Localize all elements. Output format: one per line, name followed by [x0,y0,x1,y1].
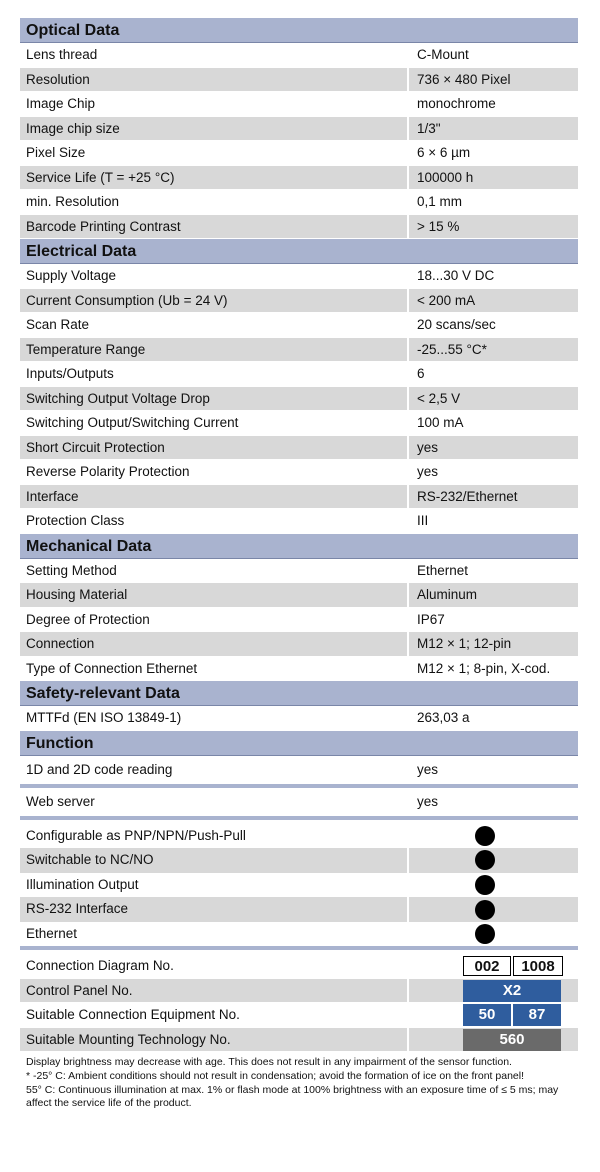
filled-circle-icon [475,900,495,920]
filled-circle-icon [475,850,495,870]
section-header-optical: Optical Data [20,18,578,43]
table-row [20,706,578,731]
section-header-safety: Safety-relevant Data [20,681,578,706]
table-row [20,141,578,166]
row-label: Lens thread [20,43,407,67]
table-row [20,117,578,142]
connection-diagram-row [20,954,578,979]
row-value: 100 mA [407,411,578,435]
feature-label: Illumination Output [26,876,139,892]
row-label: Pixel Size [20,141,407,165]
row-value: 6 [407,362,578,386]
table-row [20,460,578,485]
row-label: Connection Diagram No. [26,958,174,974]
diagram-code-box: 1008 [513,956,563,976]
table-row [20,756,578,784]
table-row [20,632,578,657]
table-row [20,411,578,436]
control-panel-badge: X2 [463,980,561,1002]
feature-label: Configurable as PNP/NPN/Push-Pull [26,827,246,843]
row-value: C-Mount [407,43,578,67]
row-label: Image Chip [20,92,407,116]
row-value: 736 × 480 Pixel [407,68,578,92]
row-value: M12 × 1; 12-pin [407,632,578,656]
feature-row [20,873,578,898]
row-label: Current Consumption (Ub = 24 V) [20,289,407,313]
row-label: Housing Material [20,583,407,607]
row-value: yes [407,460,578,484]
table-row [20,362,578,387]
diagram-code-box: 002 [463,956,511,976]
table-row [20,583,578,608]
row-value: < 2,5 V [407,387,578,411]
footnote: Display brightness may decrease with age. This does not result in any impairment of the sensor function. [26,1056,512,1068]
table-row [20,43,578,68]
row-label: Interface [20,485,407,509]
row-value: -25...55 °C* [407,338,578,362]
row-label: Barcode Printing Contrast [20,215,407,239]
table-row [20,190,578,215]
row-label: Switching Output Voltage Drop [20,387,407,411]
table-row [20,215,578,240]
row-value: monochrome [407,92,578,116]
footnotes [26,1056,566,1111]
row-label: Temperature Range [20,338,407,362]
table-row [20,657,578,682]
datasheet [20,18,578,1052]
feature-label: Ethernet [26,925,78,941]
table-row [20,559,578,584]
connection-equipment-row [20,1003,578,1028]
row-label: Type of Connection Ethernet [20,657,407,681]
row-value: M12 × 1; 8-pin, X-cod. [407,657,578,681]
row-value: Ethernet [407,559,578,583]
row-value: Aluminum [407,583,578,607]
footnote: * -25° C: Ambient conditions should not result in condensation; avoid the formation of ice on the front panel! [26,1070,525,1082]
table-row [20,313,578,338]
row-label: Setting Method [20,559,407,583]
row-label: Switching Output/Switching Current [20,411,407,435]
row-label: Resolution [20,68,407,92]
table-row [20,338,578,363]
feature-label: RS-232 Interface [20,897,407,922]
feature-row [20,897,578,922]
row-value: yes [407,788,578,815]
row-label: Supply Voltage [20,264,407,288]
table-row [20,68,578,93]
row-label: Reverse Polarity Protection [20,460,407,484]
row-label: 1D and 2D code reading [20,756,407,783]
row-value: RS-232/Ethernet [407,485,578,509]
row-value: 0,1 mm [407,190,578,214]
control-panel-row [20,979,578,1004]
row-label: MTTFd (EN ISO 13849-1) [20,706,407,730]
table-row [20,387,578,412]
row-label: Degree of Protection [20,608,407,632]
row-label: Connection [20,632,407,656]
row-value: yes [407,436,578,460]
row-label: Inputs/Outputs [20,362,407,386]
row-value: 6 × 6 µm [407,141,578,165]
table-row [20,166,578,191]
row-label: Protection Class [20,509,407,533]
footnote: 55° C: Continuous illumination at max. 1% or flash mode at 100% brightness with an exposure time of ≤ 5 ms; may affect the service life of the product. [26,1084,559,1109]
filled-circle-icon [475,924,495,944]
section-header-function: Function [20,731,578,756]
table-row [20,289,578,314]
row-label: Web server [20,788,407,815]
table-row [20,608,578,633]
row-label: min. Resolution [20,190,407,214]
row-label: Suitable Mounting Technology No. [20,1028,407,1052]
filled-circle-icon [475,826,495,846]
row-value: 20 scans/sec [407,313,578,337]
feature-row [20,824,578,849]
row-label: Scan Rate [20,313,407,337]
row-label: Control Panel No. [20,979,407,1003]
row-value: yes [407,756,578,783]
equipment-code-badge: 50 [463,1004,511,1026]
row-value: 1/3" [407,117,578,141]
table-row [20,436,578,461]
row-value: 100000 h [407,166,578,190]
row-value: < 200 mA [407,289,578,313]
row-label: Image chip size [20,117,407,141]
table-row [20,788,578,816]
row-value: > 15 % [407,215,578,239]
filled-circle-icon [475,875,495,895]
table-row [20,485,578,510]
mounting-technology-row [20,1028,578,1053]
feature-row [20,922,578,947]
mounting-code-badge: 560 [463,1029,561,1051]
feature-row [20,848,578,873]
row-label: Suitable Connection Equipment No. [26,1007,240,1023]
row-value: IP67 [407,608,578,632]
equipment-code-badge: 87 [513,1004,561,1026]
table-row [20,264,578,289]
row-value: III [407,509,578,533]
feature-label: Switchable to NC/NO [20,848,407,873]
table-row [20,92,578,117]
row-value: 18...30 V DC [407,264,578,288]
row-value: 263,03 a [407,706,578,730]
table-row [20,509,578,534]
section-header-electrical: Electrical Data [20,239,578,264]
section-header-mechanical: Mechanical Data [20,534,578,559]
row-label: Service Life (T = +25 °C) [20,166,407,190]
row-label: Short Circuit Protection [20,436,407,460]
